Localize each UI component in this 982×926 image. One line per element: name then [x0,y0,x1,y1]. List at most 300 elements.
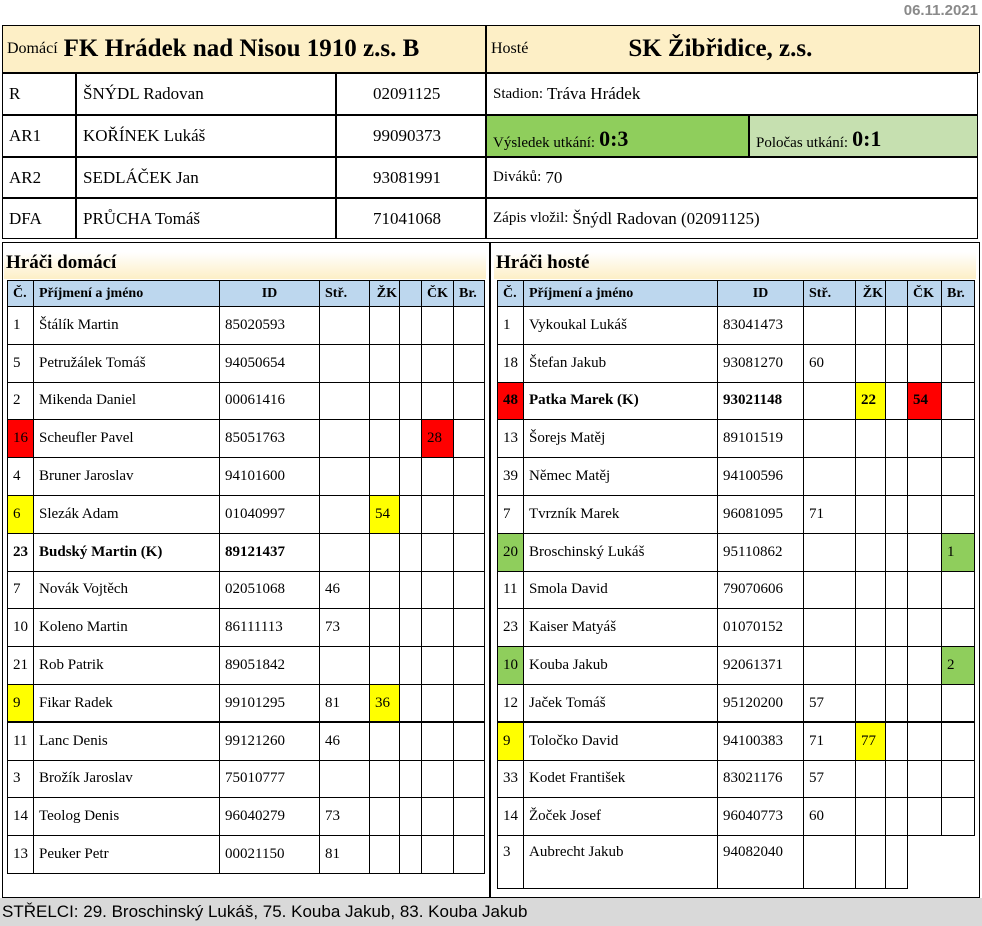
player-id: 96040279 [220,798,320,836]
player-yc [856,798,886,836]
player-name: Tvrzník Marek [524,495,718,533]
player-no: 11 [498,571,524,609]
player-row [498,344,975,382]
player-row [498,495,975,533]
player-sub: 81 [320,684,370,722]
player-rc [422,533,454,571]
player-yc: 77 [856,722,886,760]
player-yc [856,609,886,647]
column-header-rc: ČK [908,281,942,307]
player-sub [804,458,856,496]
player-blank [886,684,908,722]
player-row [498,571,975,609]
away-team-header [486,25,980,73]
player-blank [400,836,422,874]
player-goals: 1 [942,533,975,571]
player-goals [454,458,485,496]
official-name: PRŮCHA Tomáš [76,198,336,239]
player-goals [454,344,485,382]
player-sub [320,458,370,496]
player-rc [908,609,942,647]
players-header-row [8,281,485,307]
player-rc [422,798,454,836]
player-id: 89121437 [220,533,320,571]
player-blank [400,798,422,836]
player-rc: 28 [422,420,454,458]
player-rc [422,722,454,760]
player-name: Smola David [524,571,718,609]
player-name: Kouba Jakub [524,647,718,685]
away-team-name: SK Žibřidice, z.s. [628,35,813,62]
home-label: Domácí [7,40,58,57]
player-goals [942,571,975,609]
player-rc [422,344,454,382]
result-label: Výsledek utkání: [493,135,596,151]
player-blank [886,344,908,382]
player-blank [886,571,908,609]
column-header-name: Příjmení a jméno [524,281,718,307]
player-rc [422,382,454,420]
player-yc [370,722,400,760]
player-name: Žoček Josef [524,798,718,836]
player-goals [942,609,975,647]
player-sub [804,533,856,571]
player-row [498,684,975,722]
player-sub [804,420,856,458]
player-no: 4 [8,458,34,496]
column-header-id: ID [718,281,804,307]
player-goals [454,760,485,798]
stadium-row [486,73,978,115]
player-yc [370,836,400,874]
player-name: Broschinský Lukáš [524,533,718,571]
player-name: Šorejs Matěj [524,420,718,458]
player-blank [886,722,908,760]
players-header-row [498,281,975,307]
player-name: Budský Martin (K) [34,533,220,571]
player-id: 01040997 [220,495,320,533]
player-sub [320,647,370,685]
player-row [8,798,485,836]
player-goals [942,307,975,345]
player-no: 5 [8,344,34,382]
player-yc [370,344,400,382]
player-blank [886,382,908,420]
player-row [498,420,975,458]
player-row [498,609,975,647]
player-goals [454,609,485,647]
player-rc [422,836,454,874]
player-goals [454,722,485,760]
player-yc [856,458,886,496]
player-rc [908,571,942,609]
player-row [498,382,975,420]
player-goals [942,798,975,836]
player-row [8,344,485,382]
player-goals [454,798,485,836]
player-sub: 81 [320,836,370,874]
player-rc [908,495,942,533]
player-rc [422,609,454,647]
player-yc [370,420,400,458]
player-row [8,760,485,798]
player-sub [320,533,370,571]
player-id: 94100383 [718,722,804,760]
player-sub: 71 [804,495,856,533]
player-row [498,760,975,798]
player-goals [942,836,975,889]
player-name: Kaiser Matyáš [524,609,718,647]
player-no: 33 [498,760,524,798]
player-name: Němec Matěj [524,458,718,496]
player-no: 3 [498,836,524,889]
player-blank [400,344,422,382]
player-no: 13 [498,420,524,458]
spectators-value: 70 [545,167,563,187]
player-yc [856,495,886,533]
player-yc [856,684,886,722]
player-sub [320,344,370,382]
player-blank [886,458,908,496]
player-goals [942,458,975,496]
player-no: 14 [8,798,34,836]
column-header-sub: Stř. [320,281,370,307]
player-no: 9 [498,722,524,760]
player-id: 92061371 [718,647,804,685]
official-id: 02091125 [336,73,486,115]
player-yc [856,647,886,685]
player-name: Teolog Denis [34,798,220,836]
player-blank [400,647,422,685]
player-rc [908,684,942,722]
player-row [8,647,485,685]
player-blank [886,798,908,836]
player-row [8,458,485,496]
player-blank [886,307,908,345]
player-sub [804,647,856,685]
player-no: 13 [8,836,34,874]
player-no: 10 [498,647,524,685]
spectators-row [486,157,978,198]
home-players-title: Hráči domácí [4,252,486,279]
player-goals [454,533,485,571]
player-no: 11 [8,722,34,760]
player-blank [886,420,908,458]
player-name: Jaček Tomáš [524,684,718,722]
player-goals [454,684,485,722]
column-header-rc: ČK [422,281,454,307]
player-no: 3 [8,760,34,798]
player-id: 85020593 [220,307,320,345]
player-blank [400,609,422,647]
player-row [8,533,485,571]
player-id: 95110862 [718,533,804,571]
player-yc [370,647,400,685]
player-row [8,382,485,420]
player-yc [370,382,400,420]
scorers-bar: STŘELCI: 29. Broschinský Lukáš, 75. Kouba Jakub, 83. Kouba Jakub [0,898,982,926]
away-players-title: Hráči hosté [494,252,976,279]
player-goals [942,420,975,458]
official-name: KOŘÍNEK Lukáš [76,115,336,157]
player-rc [908,647,942,685]
player-goals [454,382,485,420]
player-rc [422,571,454,609]
player-no: 39 [498,458,524,496]
official-name: SEDLÁČEK Jan [76,157,336,198]
halftime-cell [749,115,978,157]
player-goals [454,836,485,874]
halftime-label: Poločas utkání: [756,135,849,151]
player-id: 94082040 [718,836,804,889]
player-sub [804,571,856,609]
player-no: 18 [498,344,524,382]
player-name: Štefan Jakub [524,344,718,382]
player-name: Brožík Jaroslav [34,760,220,798]
player-id: 94100596 [718,458,804,496]
player-blank [886,609,908,647]
player-no: 7 [8,571,34,609]
player-yc: 22 [856,382,886,420]
player-row [8,722,485,760]
match-date: 06.11.2021 [903,2,978,19]
player-blank [400,533,422,571]
player-id: 00021150 [220,836,320,874]
player-name: Mikenda Daniel [34,382,220,420]
player-goals [942,382,975,420]
player-no: 1 [498,307,524,345]
player-yc: 36 [370,684,400,722]
column-header-blank [400,281,422,307]
player-yc [370,798,400,836]
player-no: 9 [8,684,34,722]
player-rc [422,684,454,722]
player-id: 83041473 [718,307,804,345]
player-rc [422,760,454,798]
player-name: Vykoukal Lukáš [524,307,718,345]
player-id: 02051068 [220,571,320,609]
player-no: 10 [8,609,34,647]
player-rc [908,344,942,382]
player-row [8,420,485,458]
official-role: R [2,73,76,115]
player-id: 94101600 [220,458,320,496]
player-goals [454,571,485,609]
player-goals [454,420,485,458]
player-id: 96040773 [718,798,804,836]
player-blank [400,684,422,722]
player-yc: 54 [370,495,400,533]
player-id: 89051842 [220,647,320,685]
player-sub: 60 [804,344,856,382]
column-header-no: Č. [8,281,34,307]
player-goals [942,344,975,382]
player-yc [856,420,886,458]
player-id: 93021148 [718,382,804,420]
player-sub: 57 [804,760,856,798]
player-id: 01070152 [718,609,804,647]
player-no: 6 [8,495,34,533]
player-rc: 54 [908,382,942,420]
stadium-label: Stadion: [493,85,544,102]
player-rc [908,307,942,345]
player-name: Kodet František [524,760,718,798]
result-cell [486,115,749,157]
player-no: 14 [498,798,524,836]
official-role: AR2 [2,157,76,198]
player-sub [804,836,856,889]
player-rc [908,420,942,458]
player-id: 99101295 [220,684,320,722]
player-name: Patka Marek (K) [524,382,718,420]
stadium-value: Tráva Hrádek [547,84,641,103]
player-rc [908,458,942,496]
player-no: 20 [498,533,524,571]
player-yc [370,571,400,609]
player-id: 75010777 [220,760,320,798]
away-players-table [497,280,975,889]
player-id: 79070606 [718,571,804,609]
player-no: 12 [498,684,524,722]
player-sub [320,420,370,458]
player-sub: 71 [804,722,856,760]
player-rc [422,307,454,345]
player-rc [908,722,942,760]
player-row [498,533,975,571]
player-blank [886,760,908,798]
player-row [8,836,485,874]
player-blank [400,458,422,496]
player-yc [856,533,886,571]
official-id: 93081991 [336,157,486,198]
player-no: 23 [498,609,524,647]
halftime-value: 0:1 [852,126,882,151]
player-blank [886,533,908,571]
player-yc [856,571,886,609]
player-name: Rob Patrik [34,647,220,685]
player-blank [400,307,422,345]
player-row [8,571,485,609]
player-yc [856,344,886,382]
player-no: 1 [8,307,34,345]
player-blank [400,420,422,458]
player-sub [320,760,370,798]
player-blank [400,722,422,760]
player-id: 94050654 [220,344,320,382]
player-sub [804,382,856,420]
column-header-goals: Br. [454,281,485,307]
player-yc [856,836,886,889]
player-name: Slezák Adam [34,495,220,533]
player-id: 86111113 [220,609,320,647]
home-players-table [7,280,485,874]
player-name: Koleno Martin [34,609,220,647]
player-row [498,458,975,496]
official-id: 71041068 [336,198,486,239]
player-name: Peuker Petr [34,836,220,874]
player-sub [320,307,370,345]
entry-value: Šnýdl Radovan (02091125) [572,208,760,228]
player-no: 2 [8,382,34,420]
away-label: Hosté [491,40,529,57]
player-row [8,684,485,722]
player-rc [908,836,942,889]
player-rc [422,647,454,685]
column-header-name: Příjmení a jméno [34,281,220,307]
player-goals [942,760,975,798]
player-name: Fikar Radek [34,684,220,722]
player-sub: 60 [804,798,856,836]
player-sub [320,382,370,420]
player-name: Lanc Denis [34,722,220,760]
player-yc [370,609,400,647]
player-yc [856,307,886,345]
player-sub: 73 [320,609,370,647]
player-goals [942,722,975,760]
player-sub: 46 [320,571,370,609]
player-no: 7 [498,495,524,533]
player-name: Bruner Jaroslav [34,458,220,496]
player-blank [886,836,908,889]
player-yc [370,307,400,345]
player-sub [804,609,856,647]
result-value: 0:3 [599,126,629,151]
player-yc [856,760,886,798]
player-id: 00061416 [220,382,320,420]
player-rc [908,798,942,836]
player-row [498,647,975,685]
entry-row [486,198,978,239]
player-row [498,798,975,836]
column-header-yc: ŽK [856,281,886,307]
player-id: 83021176 [718,760,804,798]
player-blank [886,647,908,685]
player-id: 95120200 [718,684,804,722]
column-header-sub: Stř. [804,281,856,307]
player-row [498,836,975,889]
spectators-label: Diváků: [493,169,542,185]
player-row [8,307,485,345]
player-row [498,722,975,760]
player-name: Petružálek Tomáš [34,344,220,382]
player-goals [454,307,485,345]
player-no: 23 [8,533,34,571]
player-blank [400,382,422,420]
player-name: Aubrecht Jakub [524,836,718,889]
player-no: 21 [8,647,34,685]
column-header-blank [886,281,908,307]
column-header-id: ID [220,281,320,307]
player-row [8,495,485,533]
player-goals [454,647,485,685]
player-goals [942,495,975,533]
player-id: 85051763 [220,420,320,458]
home-team-header [2,25,486,73]
player-sub [320,495,370,533]
player-sub: 57 [804,684,856,722]
player-name: Štálík Martin [34,307,220,345]
player-row [8,609,485,647]
player-yc [370,760,400,798]
player-id: 96081095 [718,495,804,533]
player-rc [908,533,942,571]
official-role: DFA [2,198,76,239]
player-rc [422,458,454,496]
player-sub: 46 [320,722,370,760]
player-no: 48 [498,382,524,420]
player-yc [370,533,400,571]
player-id: 89101519 [718,420,804,458]
